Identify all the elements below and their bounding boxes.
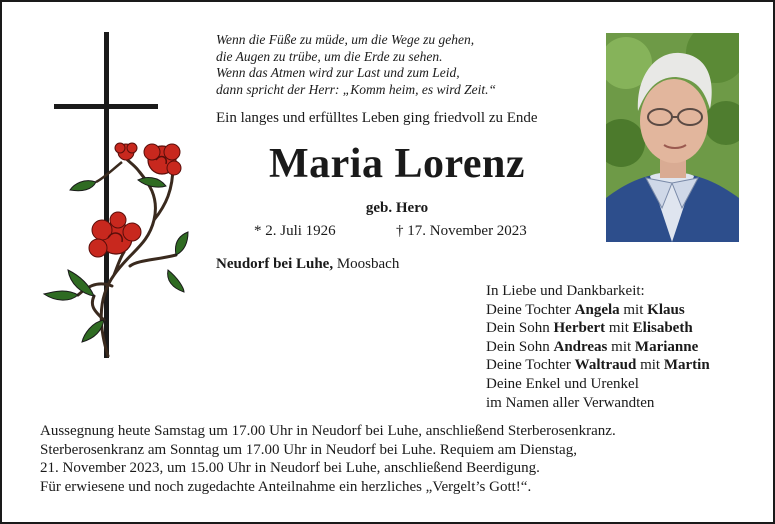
mourners-list xyxy=(486,282,710,412)
birth-date: * 2. Juli 1926 xyxy=(254,223,336,239)
portrait-photo-icon xyxy=(606,33,739,242)
mourner-row xyxy=(486,338,710,357)
connector: mit xyxy=(607,338,635,355)
connector: mit xyxy=(636,357,664,374)
mourner-name: Martin xyxy=(663,357,710,374)
verse-line: dann spricht der Herr: „Komm heim, es wird Zeit.“ xyxy=(216,81,497,97)
residence-rest: Moosbach xyxy=(333,256,400,272)
death-date: † 17. November 2023 xyxy=(396,223,527,239)
verse-line: die Augen zu trübe, um die Erde zu sehen. xyxy=(216,48,443,64)
residence-town: Neudorf bei Luhe, xyxy=(216,256,334,272)
mourner-name: Marianne xyxy=(634,338,699,355)
relatives-line: im Namen aller Verwandten xyxy=(486,394,655,411)
service-line: Sterberosenkranz am Sonntag um 17.00 Uhr in Neudorf bei Luhe. Requiem am Dienstag, xyxy=(40,441,577,458)
cross-with-roses-icon xyxy=(38,30,198,366)
rose-icon xyxy=(144,144,181,175)
mourner-name: Herbert xyxy=(553,320,606,337)
rose-icon xyxy=(115,143,137,160)
relation-label: Deine Tochter xyxy=(486,301,575,318)
mourner-row xyxy=(486,319,710,338)
relation-label: Deine Tochter xyxy=(486,357,575,374)
poem-verse xyxy=(216,32,596,98)
mourner-name: Elisabeth xyxy=(632,320,693,337)
verse-line: Wenn die Füße zu müde, um die Wege zu gehen, xyxy=(216,32,475,47)
mourner-row xyxy=(486,356,710,375)
connector: mit xyxy=(605,320,633,337)
verse-line: Wenn das Atmen wird zur Last und zum Leid, xyxy=(216,65,460,80)
connector: mit xyxy=(619,301,648,318)
birth-name: geb. Hero xyxy=(365,200,429,216)
service-line: Aussegnung heute Samstag um 17.00 Uhr in Neudorf bei Luhe, anschließend Sterberosenkranz. xyxy=(40,423,616,439)
mourner-name: Andreas xyxy=(553,338,608,355)
deceased-name: Maria Lorenz xyxy=(269,141,525,187)
residence xyxy=(216,256,399,273)
service-line: Für erwiesene und noch zugedachte Anteilnahme ein herzliches „Vergelt’s Gott!“. xyxy=(40,478,532,495)
mourner-row xyxy=(486,301,710,320)
portrait-photo xyxy=(606,33,739,242)
relation-label: Dein Sohn xyxy=(486,320,554,337)
mourner-name: Klaus xyxy=(647,301,685,318)
grandchildren-line: Deine Enkel und Urenkel xyxy=(486,375,639,392)
service-line: 21. November 2023, um 15.00 Uhr in Neudorf bei Luhe, anschließend Beerdigung. xyxy=(40,460,540,477)
mourners-heading: In Liebe und Dankbarkeit: xyxy=(486,283,645,299)
relation-label: Dein Sohn xyxy=(486,338,554,355)
rose-icon xyxy=(89,212,141,257)
mourner-name: Angela xyxy=(574,301,620,318)
mourner-name: Waltraud xyxy=(574,357,637,374)
service-details xyxy=(40,422,740,496)
intro-text: Ein langes und erfülltes Leben ging friedvoll zu Ende xyxy=(216,110,538,126)
